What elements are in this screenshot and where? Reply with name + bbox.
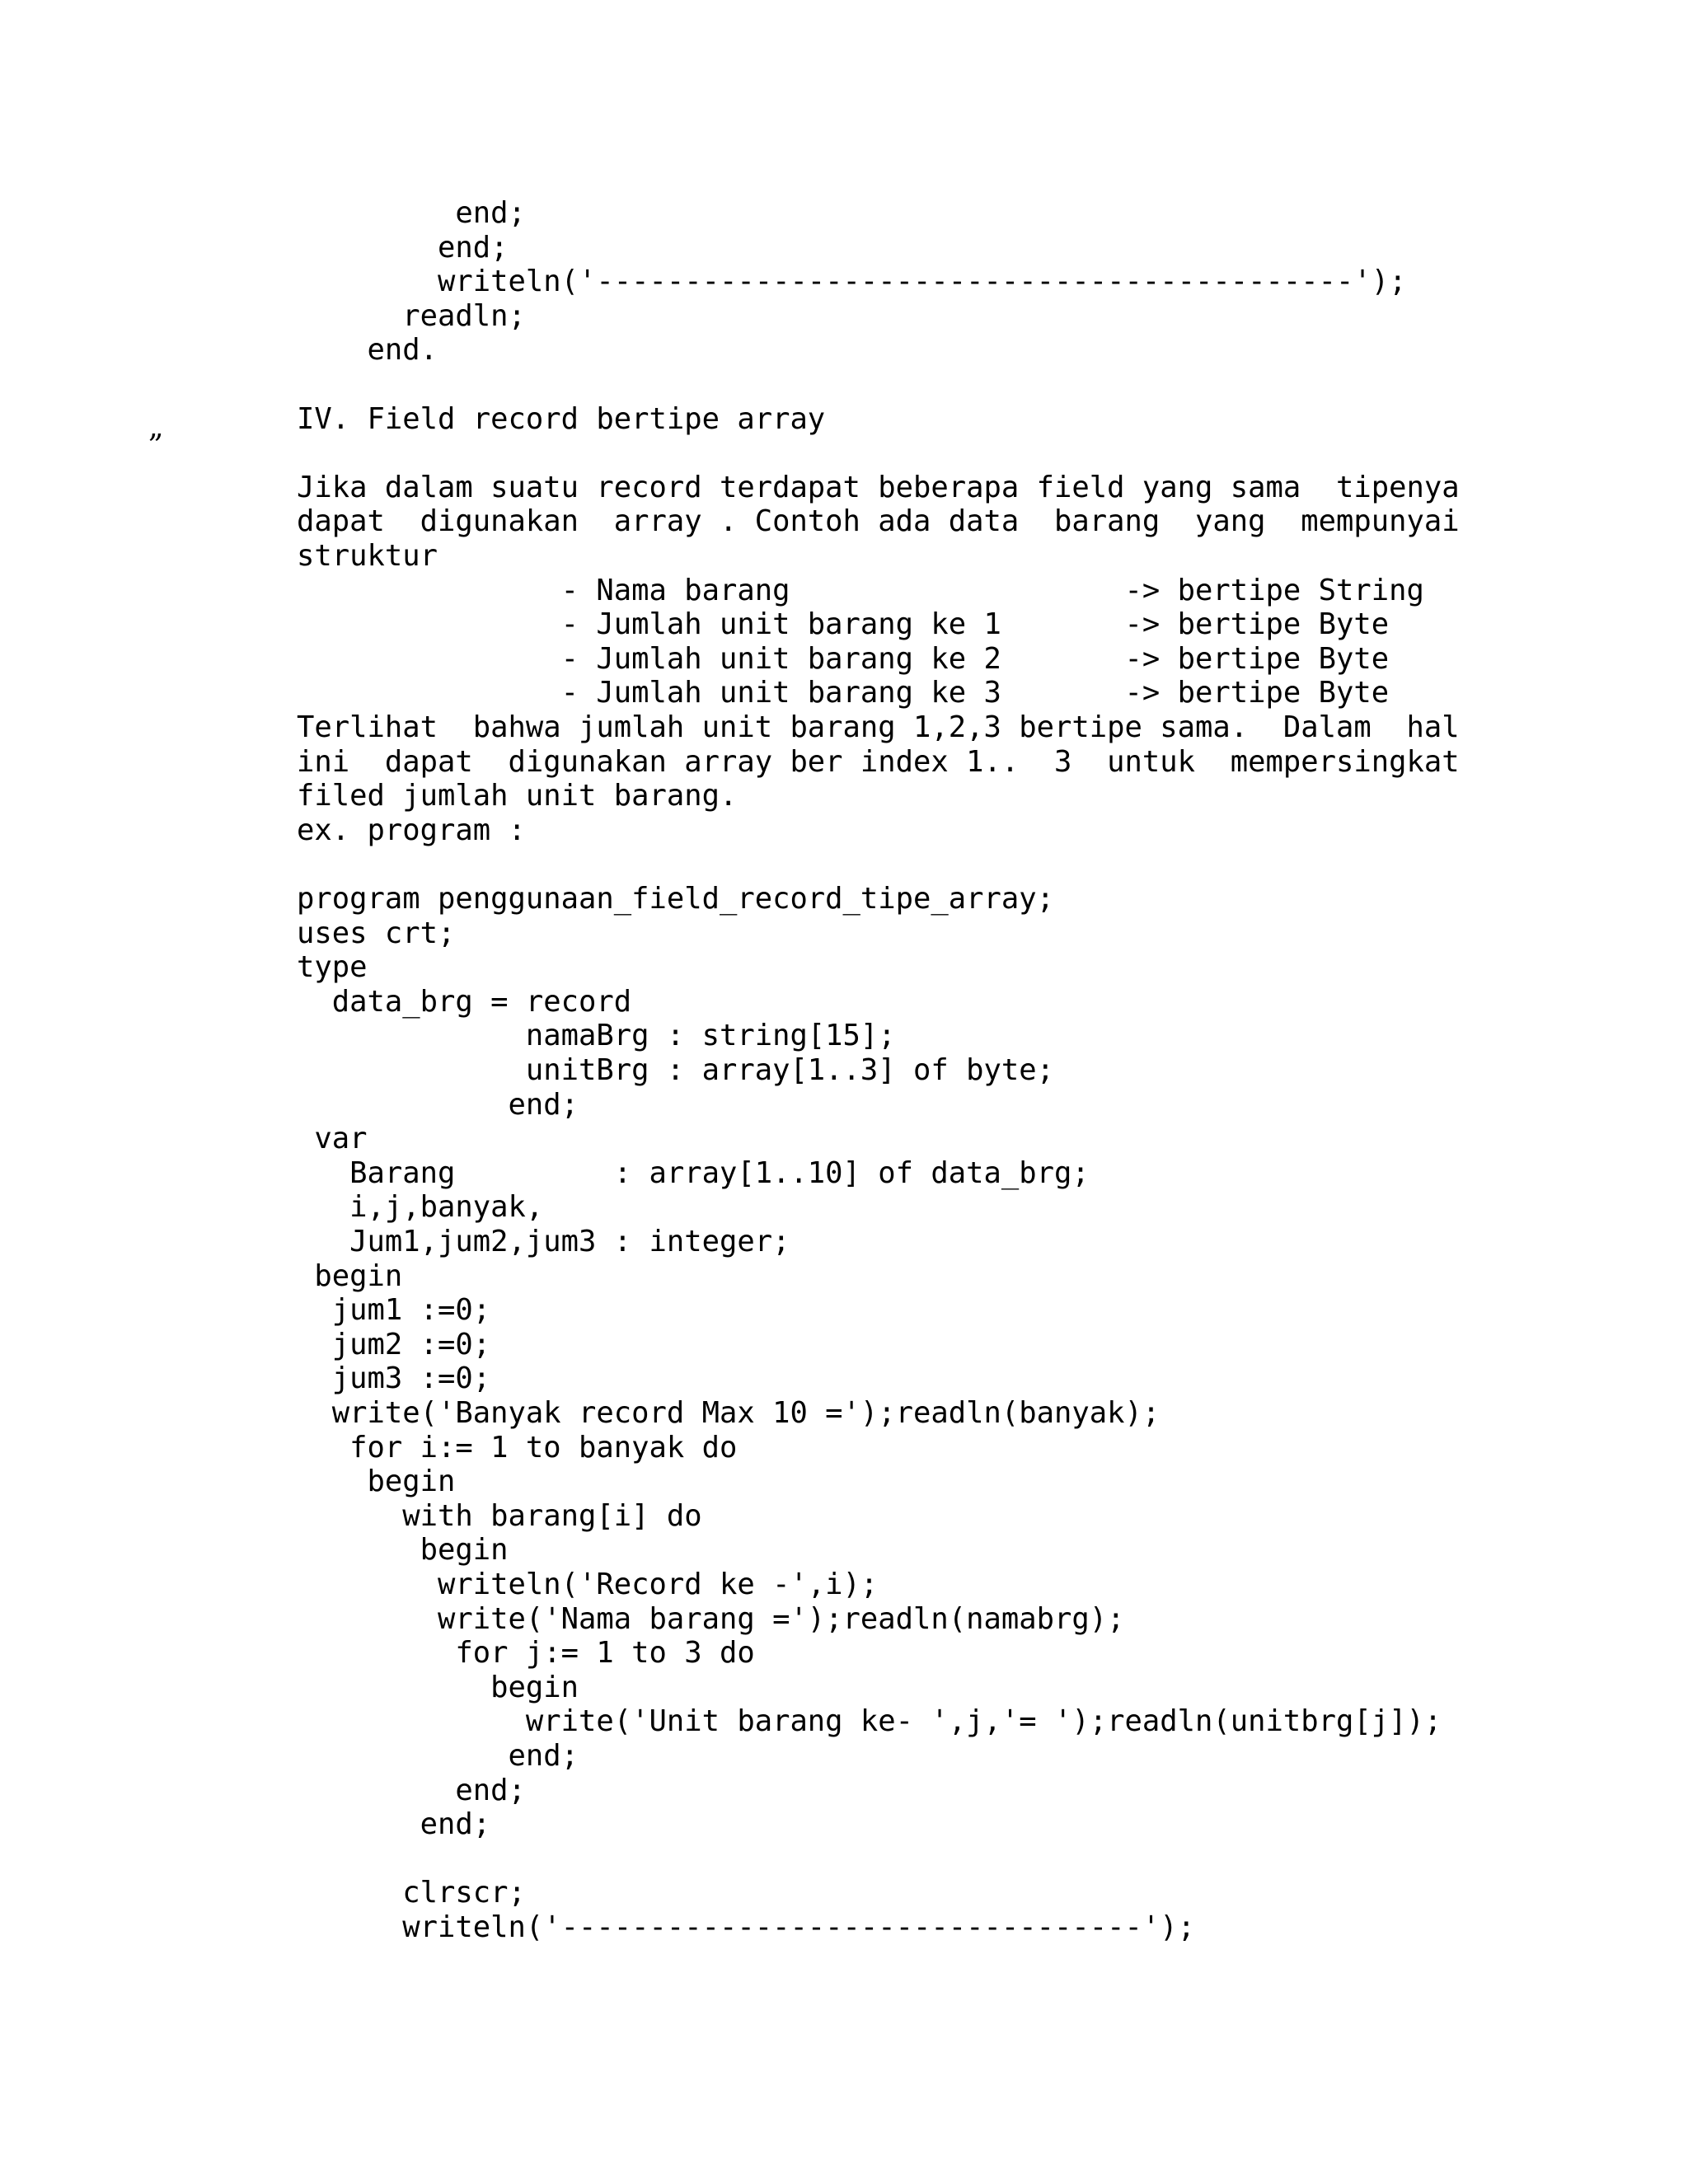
text-line: jum2 :=0; xyxy=(297,1328,491,1361)
text-line: type xyxy=(297,950,368,984)
text-line: for j:= 1 to 3 do xyxy=(297,1636,755,1670)
text-line: writeln('---------------------------------'); xyxy=(297,1910,1196,1944)
text-line: data_brg = record xyxy=(297,985,632,1019)
text-line: write('Unit barang ke- ',j,'= ');readln(unitbrg[j]); xyxy=(297,1704,1442,1738)
text-line: ini dapat digunakan array ber index 1.. 3 untuk mempersingkat xyxy=(297,745,1460,779)
text-line: program penggunaan_field_record_tipe_array; xyxy=(297,882,1055,916)
text-line: - Jumlah unit barang ke 2 -> bertipe Byte xyxy=(297,642,1390,676)
text-line: IV. Field record bertipe array xyxy=(297,402,826,436)
text-line: ex. program : xyxy=(297,813,526,847)
text-line: begin xyxy=(297,1465,456,1498)
text-line: begin xyxy=(297,1671,579,1704)
text-line: end; xyxy=(297,1088,579,1122)
text-line: end; xyxy=(297,1807,491,1841)
text-line: i,j,banyak, xyxy=(297,1190,544,1224)
text-line: begin xyxy=(297,1533,509,1567)
text-line: end; xyxy=(297,1739,579,1773)
text-line: uses crt; xyxy=(297,916,456,950)
text-line: unitBrg : array[1..3] of byte; xyxy=(297,1053,1055,1087)
text-line: struktur xyxy=(297,539,438,573)
text-line: Terlihat bahwa jumlah unit barang 1,2,3 bertipe sama. Dalam hal xyxy=(297,710,1460,744)
text-line: namaBrg : string[15]; xyxy=(297,1019,896,1052)
text-line: end; xyxy=(297,1774,526,1807)
text-line: - Nama barang -> bertipe String xyxy=(297,574,1424,607)
text-line: for i:= 1 to banyak do xyxy=(297,1431,738,1465)
text-line: Barang : array[1..10] of data_brg; xyxy=(297,1156,1090,1190)
text-line: filed jumlah unit barang. xyxy=(297,779,738,813)
text-line: Jum1,jum2,jum3 : integer; xyxy=(297,1225,790,1258)
text-line: var xyxy=(297,1122,368,1155)
text-line: clrscr; xyxy=(297,1876,526,1910)
bullet-marker: „ xyxy=(148,410,164,444)
text-line: end; xyxy=(297,231,509,265)
text-line: end. xyxy=(297,333,438,367)
text-line: write('Nama barang =');readln(namabrg); xyxy=(297,1602,1125,1636)
text-line: - Jumlah unit barang ke 1 -> bertipe Byte xyxy=(297,607,1390,641)
text-line: - Jumlah unit barang ke 3 -> bertipe Byte xyxy=(297,676,1390,710)
text-line: readln; xyxy=(297,299,526,333)
text-line: writeln('Record ke -',i); xyxy=(297,1568,879,1601)
text-line: Jika dalam suatu record terdapat beberapa field yang sama tipenya xyxy=(297,471,1460,504)
text-line: begin xyxy=(297,1259,403,1293)
text-line: writeln('-------------------------------------------'); xyxy=(297,265,1407,298)
text-line: end; xyxy=(297,196,526,230)
text-line: write('Banyak record Max 10 =');readln(banyak); xyxy=(297,1396,1160,1430)
text-line: jum3 :=0; xyxy=(297,1361,491,1395)
text-line: dapat digunakan array . Contoh ada data barang yang mempunyai xyxy=(297,504,1460,538)
text-line: with barang[i] do xyxy=(297,1499,702,1533)
text-line: jum1 :=0; xyxy=(297,1293,491,1327)
